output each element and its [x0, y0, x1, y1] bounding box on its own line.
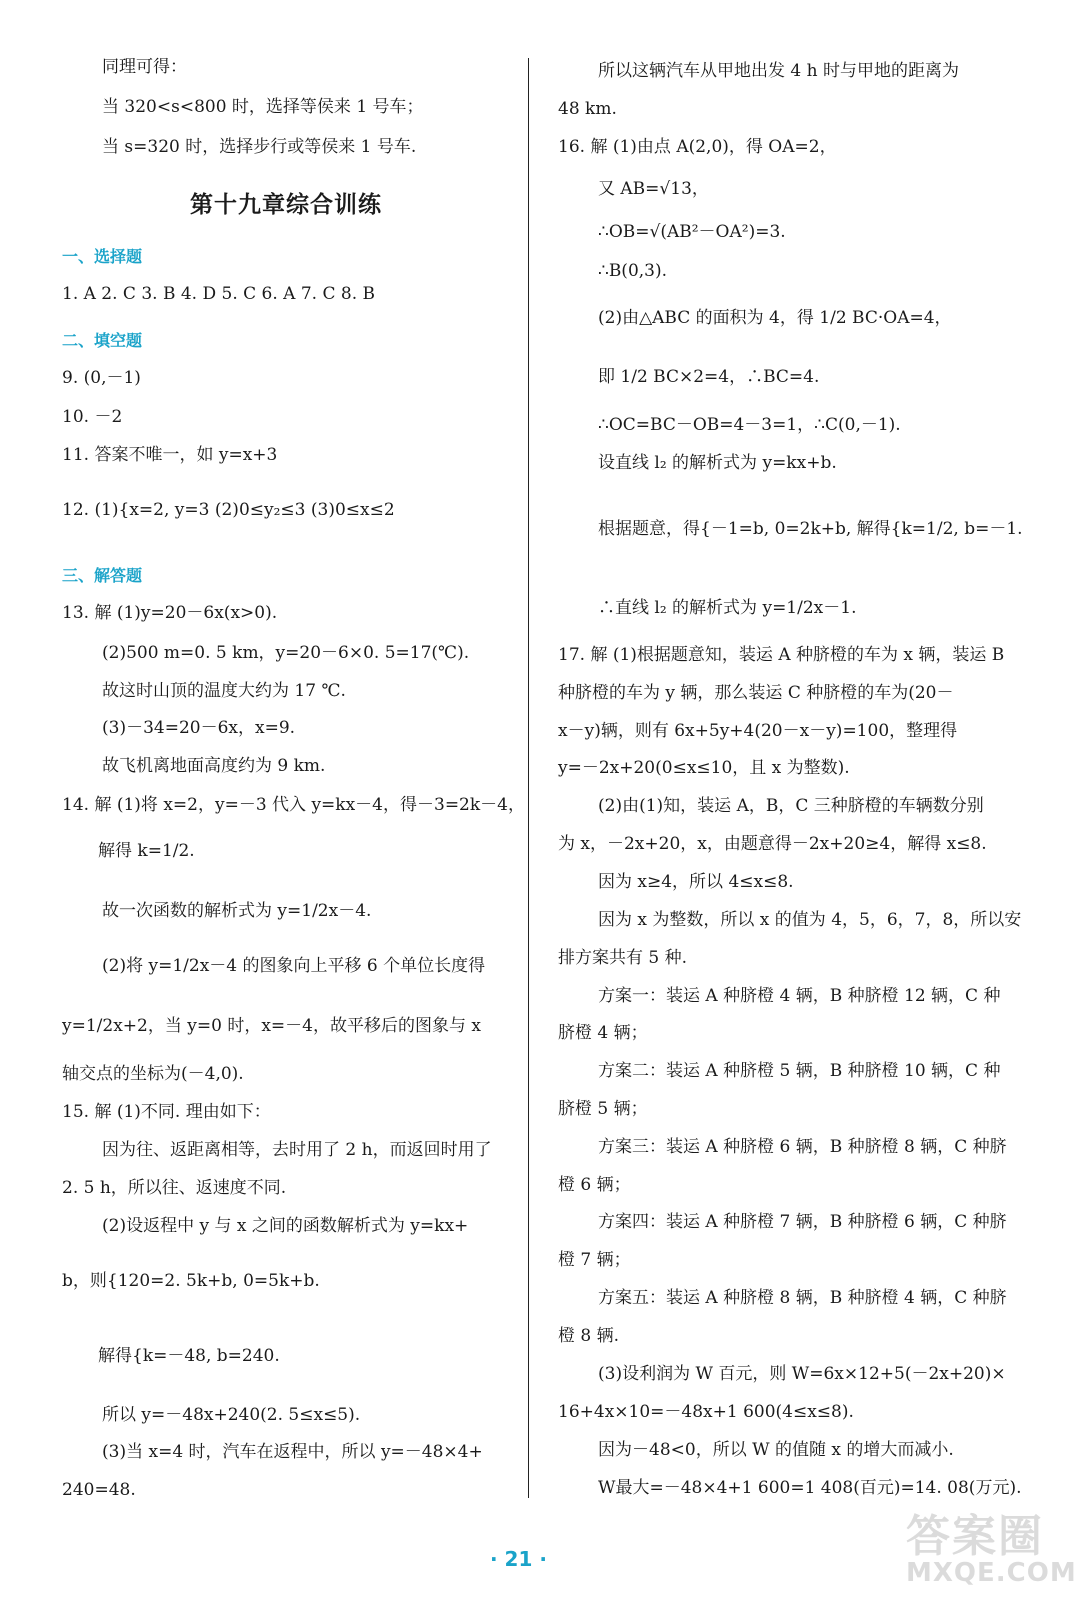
answer-17-line: 方案三：装运 A 种脐橙 6 辆，B 种脐橙 8 辆，C 种脐 — [598, 1137, 1007, 1157]
answer-15-line: 15. 解 (1)不同. 理由如下： — [62, 1102, 271, 1122]
answer-13-line: 故飞机离地面高度约为 9 km. — [102, 756, 326, 776]
answer-17-line: 方案五：装运 A 种脐橙 8 辆，B 种脐橙 4 辆，C 种脐 — [598, 1288, 1007, 1308]
answer-14-line: 解得 k=1/2. — [98, 841, 195, 861]
answer-10: 10. －2 — [62, 407, 123, 427]
answer-17-line: 方案二：装运 A 种脐橙 5 辆，B 种脐橙 10 辆，C 种 — [598, 1061, 1001, 1081]
chapter-title: 第十九章综合训练 — [190, 192, 382, 218]
answer-17-line: 脐橙 4 辆； — [558, 1023, 648, 1043]
answer-17-line: y=－2x+20(0≤x≤10，且 x 为整数). — [558, 758, 850, 778]
answer-11: 11. 答案不唯一，如 y=x+3 — [62, 445, 278, 465]
answer-17-line: 方案一：装运 A 种脐橙 4 辆，B 种脐橙 12 辆，C 种 — [598, 986, 1001, 1006]
answer-14-line: 轴交点的坐标为(－4,0). — [62, 1064, 244, 1084]
section-heading-choice: 一、选择题 — [62, 247, 143, 266]
answer-15-line: (3)当 x=4 时，汽车在返程中，所以 y=－48×4+ — [102, 1442, 483, 1462]
answer-16-line: 又 AB=√13， — [598, 179, 709, 199]
answer-17-line: 种脐橙的车为 y 辆，那么装运 C 种脐橙的车为(20－ — [558, 683, 954, 703]
answer-16-line: ∴直线 l₂ 的解析式为 y=1/2x－1. — [598, 598, 857, 618]
answer-17-line: 脐橙 5 辆； — [558, 1099, 648, 1119]
answer-16-line: ∴OC=BC－OB=4－3=1，∴C(0,－1). — [598, 415, 901, 435]
watermark-url: MXQE.COM — [906, 1558, 1077, 1588]
text-line: 当 320<s<800 时，选择等侯来 1 号车； — [102, 97, 424, 117]
text-line: 所以这辆汽车从甲地出发 4 h 时与甲地的距离为 — [598, 61, 959, 81]
answer-15-line: 2. 5 h，所以往、返速度不同. — [62, 1178, 287, 1198]
answer-17-line: 为 x，－2x+20，x，由题意得－2x+20≥4，解得 x≤8. — [558, 834, 987, 854]
answer-14-line: 故一次函数的解析式为 y=1/2x－4. — [102, 901, 372, 921]
answer-16-line: 即 1/2 BC×2=4，∴BC=4. — [598, 367, 820, 387]
answer-13-line: (3)－34=20－6x，x=9. — [102, 718, 296, 738]
answer-17-line: 因为 x≥4，所以 4≤x≤8. — [598, 872, 794, 892]
answer-13-line: 13. 解 (1)y=20－6x(x>0). — [62, 603, 278, 623]
choice-answers: 1. A 2. C 3. B 4. D 5. C 6. A 7. C 8. B — [62, 284, 376, 304]
answer-17-line: 橙 6 辆； — [558, 1175, 631, 1195]
answer-15-line: (2)设返程中 y 与 x 之间的函数解析式为 y=kx+ — [102, 1216, 469, 1236]
answer-17-line: 因为 x 为整数，所以 x 的值为 4，5，6，7，8，所以安 — [598, 910, 1022, 930]
answer-16-line: (2)由△ABC 的面积为 4，得 1/2 BC·OA=4， — [598, 308, 952, 328]
column-divider — [528, 58, 529, 1498]
answer-17-line: x－y)辆，则有 6x+5y+4(20－x－y)=100，整理得 — [558, 721, 958, 741]
answer-16-line: ∴OB=√(AB²－OA²)=3. — [598, 222, 786, 242]
answer-17-line: 方案四：装运 A 种脐橙 7 辆，B 种脐橙 6 辆，C 种脐 — [598, 1212, 1007, 1232]
section-heading-fill: 二、填空题 — [62, 331, 143, 350]
answer-14-line: 14. 解 (1)将 x=2，y=－3 代入 y=kx－4，得－3=2k－4， — [62, 795, 525, 815]
answer-16-line: ∴B(0,3). — [598, 261, 668, 281]
text-line: 48 km. — [558, 99, 617, 119]
answer-14-line: (2)将 y=1/2x－4 的图象向上平移 6 个单位长度得 — [102, 956, 486, 976]
answer-9: 9. (0,－1) — [62, 368, 141, 388]
answer-14-line: y=1/2x+2，当 y=0 时，x=－4，故平移后的图象与 x — [62, 1016, 481, 1036]
answer-16-line: 设直线 l₂ 的解析式为 y=kx+b. — [598, 453, 837, 473]
answer-15-line: 所以 y=－48x+240(2. 5≤x≤5). — [102, 1405, 361, 1425]
answer-15-line: 因为往、返距离相等，去时用了 2 h，而返回时用了 — [102, 1140, 492, 1160]
answer-15-line: 240=48. — [62, 1480, 136, 1500]
watermark-text: 答案圈 — [906, 1511, 1044, 1562]
answer-12: 12. (1){x=2, y=3 (2)0≤y₂≤3 (3)0≤x≤2 — [62, 500, 395, 520]
answer-15-line: b，则{120=2. 5k+b, 0=5k+b. — [62, 1271, 320, 1291]
page-number: · 21 · — [490, 1547, 547, 1571]
answer-17-line: (2)由(1)知，装运 A，B，C 三种脐橙的车辆数分别 — [598, 796, 984, 816]
answer-16-line: 16. 解 (1)由点 A(2,0)，得 OA=2， — [558, 137, 837, 157]
answer-17-line: 17. 解 (1)根据题意知，装运 A 种脐橙的车为 x 辆，装运 B — [558, 645, 1005, 665]
answer-17-line: W最大=－48×4+1 600=1 408(百元)=14. 08(万元). — [598, 1478, 1022, 1498]
answer-17-line: 16+4x×10=－48x+1 600(4≤x≤8). — [558, 1402, 854, 1422]
answer-13-line: (2)500 m=0. 5 km，y=20－6×0. 5=17(℃). — [102, 643, 470, 663]
answer-17-line: 橙 8 辆. — [558, 1326, 620, 1346]
answer-15-line: 解得{k=－48, b=240. — [98, 1346, 280, 1366]
text-line: 同理可得： — [102, 57, 187, 77]
answer-17-line: 因为－48<0，所以 W 的值随 x 的增大而减小. — [598, 1440, 954, 1460]
answer-17-line: 橙 7 辆； — [558, 1250, 631, 1270]
answer-13-line: 故这时山顶的温度大约为 17 ℃. — [102, 681, 346, 701]
text-line: 当 s=320 时，选择步行或等侯来 1 号车. — [102, 137, 417, 157]
answer-16-line: 根据题意，得{－1=b, 0=2k+b, 解得{k=1/2, b=－1. — [598, 519, 1023, 539]
watermark-logo — [900, 1500, 1080, 1596]
answer-17-line: 排方案共有 5 种. — [558, 948, 688, 968]
section-heading-solve: 三、解答题 — [62, 566, 143, 585]
answer-17-line: (3)设利润为 W 百元，则 W=6x×12+5(－2x+20)× — [598, 1364, 1006, 1384]
